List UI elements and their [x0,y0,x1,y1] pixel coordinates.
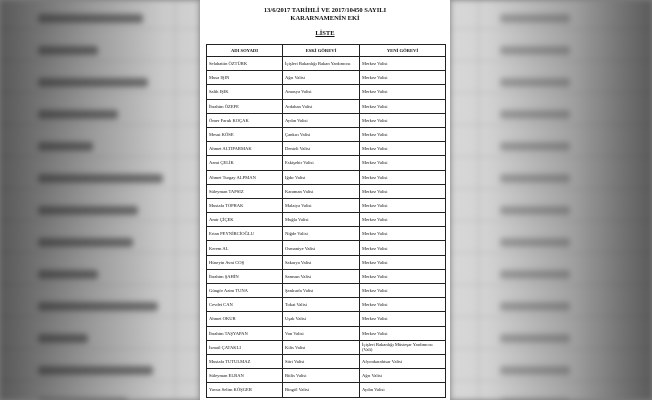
list-heading: LİSTE [315,30,335,37]
cell-new-position: Merkez Valisi [360,326,446,340]
table-row [207,383,446,397]
cell-old-position: Muğla Valisi [283,213,360,227]
cell-name: Süleyman TAPSIZ [207,184,283,198]
column-header-old-position: ESKİ GÖREVİ [283,45,360,57]
cell-new-position: Ağrı Valisi [360,369,446,383]
cell-new-position: Merkez Valisi [360,298,446,312]
cell-name: İbrahim TAŞYAPAN [207,326,283,340]
cell-old-position: Iğdır Valisi [283,170,360,184]
cell-name: Ahmet OKUR [207,312,283,326]
table-row [207,284,446,298]
cell-old-position: Şanlıurfa Valisi [283,284,360,298]
column-header-name: ADI SOYADI [207,45,283,57]
cell-name: Ömer Faruk KOÇAK [207,113,283,127]
cell-old-position: Van Valisi [283,326,360,340]
cell-new-position: Aydın Valisi [360,383,446,397]
cell-old-position: Ağrı Valisi [283,71,360,85]
cell-new-position: Merkez Valisi [360,85,446,99]
table-row [207,170,446,184]
table-row [207,312,446,326]
cell-old-position: Karaman Valisi [283,184,360,198]
cell-name: İbrahim ÖZEFE [207,99,283,113]
cell-new-position: Merkez Valisi [360,255,446,269]
cell-old-position: Niğde Valisi [283,227,360,241]
table-row [207,255,446,269]
cell-name: Hüseyin Avni COŞ [207,255,283,269]
cell-old-position: Uşak Valisi [283,312,360,326]
cell-old-position: Amasya Valisi [283,85,360,99]
cell-new-position: Merkez Valisi [360,198,446,212]
cell-name: Kerem AL [207,241,283,255]
cell-new-position: Merkez Valisi [360,142,446,156]
table-row [207,227,446,241]
cell-new-position: Merkez Valisi [360,284,446,298]
document-title [200,7,450,23]
cell-new-position: Merkez Valisi [360,57,446,71]
table-row [207,127,446,141]
cell-new-position: Merkez Valisi [360,312,446,326]
cell-old-position: Malatya Valisi [283,198,360,212]
column-header-new-position: YENİ GÖREVİ [360,45,446,57]
cell-old-position: Kilis Valisi [283,340,360,354]
table-row [207,213,446,227]
table-row [207,298,446,312]
cell-name: Mustafa TOPRAK [207,198,283,212]
cell-new-position: Merkez Valisi [360,113,446,127]
table-row [207,354,446,368]
cell-new-position: Merkez Valisi [360,269,446,283]
table-row [207,57,446,71]
table-row [207,156,446,170]
table-row [207,85,446,99]
cell-new-position: Merkez Valisi [360,156,446,170]
table-row [207,71,446,85]
document-title-line-2: KARARNAMENİN EKİ [290,15,360,22]
table-header-row [207,45,446,57]
table-row [207,269,446,283]
cell-old-position: Bitlis Valisi [283,369,360,383]
cell-name: Güngör Azim TUNA [207,284,283,298]
cell-old-position: Ardahan Valisi [283,99,360,113]
cell-name: Salih IŞIK [207,85,283,99]
cell-new-position: İçişleri Bakanlığı Müsteşar Yardımcısı (Vali) [360,340,446,354]
document-page [200,0,450,400]
cell-old-position: Sakarya Valisi [283,255,360,269]
cell-name: Cevdet CAN [207,298,283,312]
cell-old-position: Bingöl Valisi [283,383,360,397]
cell-name: Musa IŞIN [207,71,283,85]
table-row [207,184,446,198]
cell-old-position: Osmaniye Valisi [283,241,360,255]
cell-name: Ahmet ALTIPARMAK [207,142,283,156]
cell-old-position: Denizli Valisi [283,142,360,156]
cell-new-position: Merkez Valisi [360,184,446,198]
cell-name: Selahattin ÖZTÜRK [207,57,283,71]
cell-old-position: Eskişehir Valisi [283,156,360,170]
cell-name: Azmi ÇELİK [207,156,283,170]
cell-name: Ahmet Turgay ALPMAN [207,170,283,184]
cell-name: İsmail ÇATAKLI [207,340,283,354]
cell-old-position: Siirt Valisi [283,354,360,368]
cell-name: Ertan PEYNİRCİOĞLU [207,227,283,241]
table-row [207,326,446,340]
cell-name: Mesut KÖSE [207,127,283,141]
table-row [207,113,446,127]
cell-new-position: Merkez Valisi [360,99,446,113]
cell-new-position: Merkez Valisi [360,213,446,227]
table-row [207,99,446,113]
cell-new-position: Merkez Valisi [360,127,446,141]
table-row [207,198,446,212]
table-row [207,369,446,383]
cell-new-position: Merkez Valisi [360,227,446,241]
cell-name: Yavuz Selim KÖŞGER [207,383,283,397]
cell-old-position: Çankırı Valisi [283,127,360,141]
cell-new-position: Afyonkarahisar Valisi [360,354,446,368]
cell-old-position: Tokat Valisi [283,298,360,312]
table-row [207,241,446,255]
appointments-table [206,44,446,398]
cell-name: Mustafa TUTULMAZ [207,354,283,368]
cell-name: Amir ÇİÇEK [207,213,283,227]
cell-old-position: Samsun Valisi [283,269,360,283]
cell-name: İbrahim ŞAHİN [207,269,283,283]
cell-name: Süleyman ELBAN [207,369,283,383]
cell-new-position: Merkez Valisi [360,170,446,184]
cell-new-position: Merkez Valisi [360,71,446,85]
cell-new-position: Merkez Valisi [360,241,446,255]
table-row [207,142,446,156]
document-title-line-1: 13/6/2017 TARİHLİ VE 2017/10450 SAYILI [263,7,387,14]
cell-old-position: İçişleri Bakanlığı Bakan Yardımcısı [283,57,360,71]
cell-old-position: Aydın Valisi [283,113,360,127]
table-row [207,340,446,354]
